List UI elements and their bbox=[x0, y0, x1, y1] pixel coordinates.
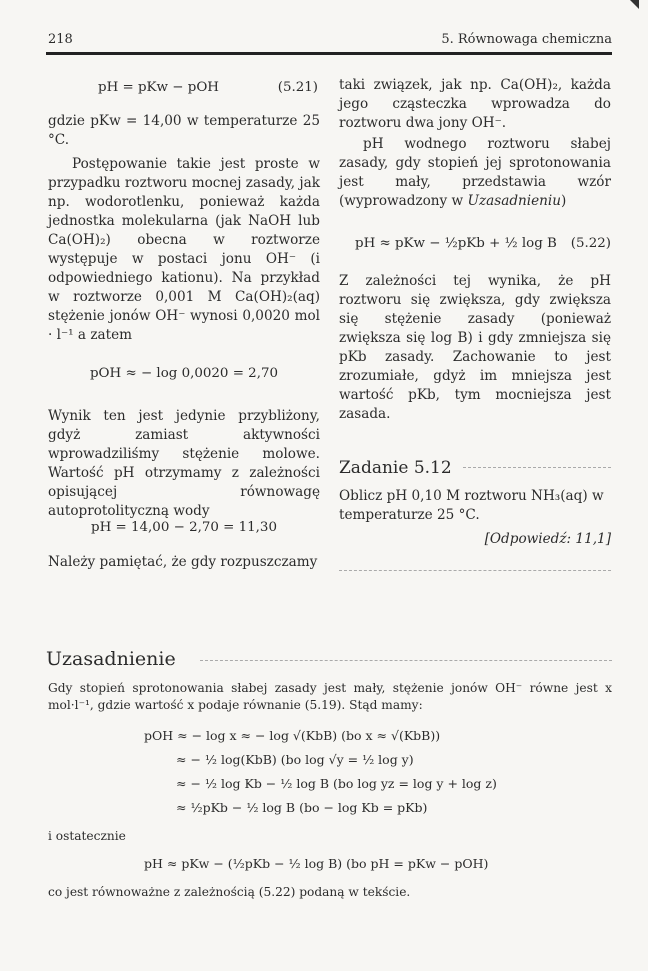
exercise-rule bbox=[463, 467, 611, 468]
right-paragraph-1: taki związek, jak np. Ca(OH)₂, każda jego cząsteczka wprowadza do roztworu dwa jony OH⁻. bbox=[339, 77, 611, 131]
page-number: 218 bbox=[48, 32, 73, 47]
derivation-line-2: ≈ − ½ log(KbB) (bo log √y = ½ log y) bbox=[176, 752, 414, 767]
left-paragraph-1: gdzie pKw = 14,00 w temperaturze 25 °C. bbox=[48, 113, 320, 148]
equation-number: (5.22) bbox=[570, 236, 611, 251]
equation-poh: pOH ≈ − log 0,0020 = 2,70 bbox=[89, 366, 278, 381]
exercise-title: Zadanie 5.12 bbox=[339, 458, 452, 478]
equation-text: pH = pKw − pOH bbox=[98, 80, 219, 95]
left-paragraph-4: Należy pamiętać, że gdy rozpuszczamy bbox=[48, 554, 318, 570]
paragraph-end: ) bbox=[561, 193, 567, 209]
equation-ph: pH = 14,00 − 2,70 = 11,30 bbox=[91, 520, 277, 535]
right-paragraph-3: Z zależności tej wynika, że pH roztworu się zwiększa, gdy zwiększa się stężenie zasady (ponieważ zwiększa się log B) i gdy zmniejsza się pKb zasady. Zachowanie to jest zrozumiałe, gdyż im mniejsza jest wartość pKb, tym mocniejsza jest zasada. bbox=[339, 273, 611, 422]
uzasadnienie-reference: Uzasadnieniu bbox=[467, 193, 562, 209]
equation-5-21 bbox=[48, 80, 318, 100]
exercise-heading bbox=[339, 458, 611, 478]
derivation-line-1: pOH ≈ − log x ≈ − log √(KbB) (bo x ≈ √(KbB)) bbox=[144, 728, 441, 743]
equation-text: pH ≈ pKw − ½pKb + ½ log B bbox=[355, 236, 557, 251]
derivation-line-4: ≈ ½pKb − ½ log B (bo − log Kb = pKb) bbox=[176, 800, 428, 815]
section-intro: Gdy stopień sprotonowania słabej zasady jest mały, stężenie jonów OH⁻ równe jest x mol·l⁻¹, gdzie wartość x podaje równanie (5.19). Stąd mamy: bbox=[48, 681, 612, 712]
equation-number: (5.21) bbox=[277, 80, 318, 95]
header-rule bbox=[46, 52, 612, 55]
derivation-line-3: ≈ − ½ log Kb − ½ log B (bo log yz = log y + log z) bbox=[176, 776, 497, 791]
chapter-title: 5. Równowaga chemiczna bbox=[441, 32, 612, 47]
corner-mark bbox=[630, 0, 639, 9]
right-paragraph-2 bbox=[339, 135, 611, 211]
left-paragraph-3: Wynik ten jest jedynie przybliżony, gdyż zamiast aktywności wprowadziliśmy stężenie molowe. Wartość pH otrzymamy z zależności opisującej równowagę autoprotolityczną wody bbox=[48, 408, 320, 519]
closing-text: co jest równoważne z zależnością (5.22) podaną w tekście. bbox=[48, 885, 411, 899]
final-intro: i ostatecznie bbox=[48, 829, 126, 843]
section-rule bbox=[200, 660, 612, 661]
exercise-text: Oblicz pH 0,10 M roztworu NH₃(aq) w temperaturze 25 °C. bbox=[339, 488, 604, 523]
section-title: Uzasadnienie bbox=[46, 648, 176, 670]
column-end-rule bbox=[339, 570, 611, 571]
final-equation: pH ≈ pKw − (½pKb − ½ log B) (bo pH = pKw − pOH) bbox=[144, 856, 489, 871]
exercise-answer: [Odpowiedź: 11,1] bbox=[484, 531, 611, 547]
equation-5-22 bbox=[339, 236, 611, 256]
left-paragraph-2: Postępowanie takie jest proste w przypadku roztworu mocnej zasady, jak np. wodorotlenku, ponieważ każda jednostka molekularna (jak NaOH lub Ca(OH)₂) obecna w roztworze występuje w postaci jonu OH⁻ (i odpowiedniego kationu). Na przykład w roztworze 0,001 M Ca(OH)₂(aq) stężenie jonów OH⁻ wynosi 0,0020 mol · l⁻¹ a zatem bbox=[48, 156, 320, 343]
paragraph-text: pH wodnego roztworu słabej zasady, gdy stopień jej sprotonowania jest mały, przedstawia wzór (wyprowadzony w bbox=[339, 136, 611, 209]
